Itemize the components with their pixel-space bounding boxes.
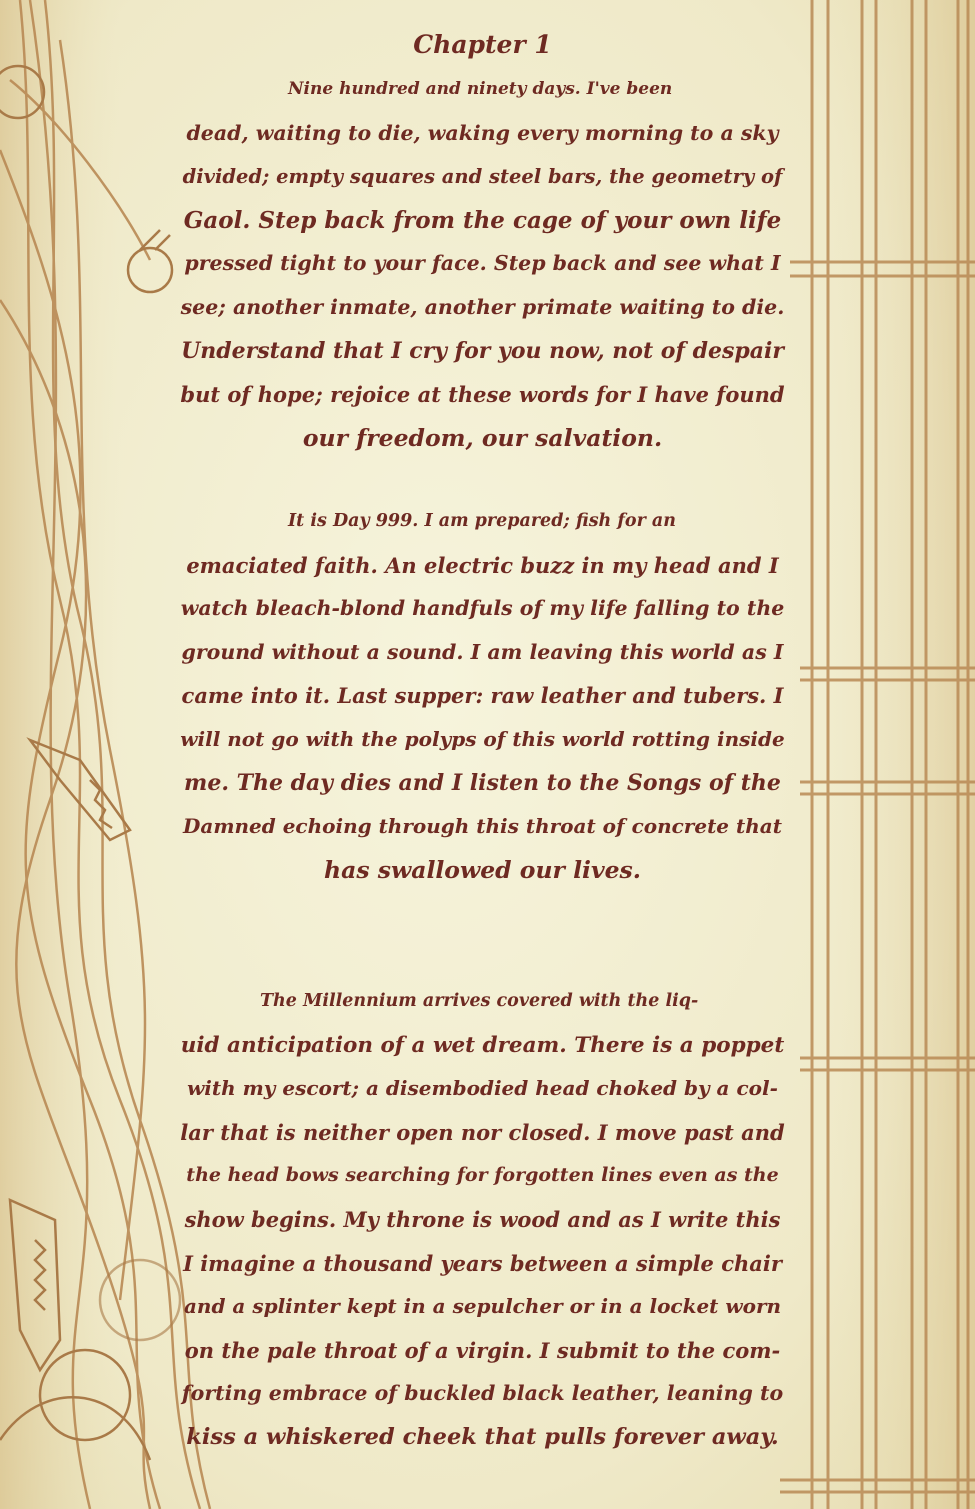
- text-line: lar that is neither open nor closed. I move past and: [180, 1119, 785, 1145]
- text-line: divided; empty squares and steel bars, the geometry of: [182, 165, 783, 189]
- paragraph-3: [180, 980, 785, 1460]
- text-line: has swallowed our lives.: [324, 855, 641, 884]
- text-line: It is Day 999. I am prepared; fish for an: [288, 511, 676, 531]
- text-line: forting embrace of buckled black leather, leaning to: [181, 1381, 784, 1406]
- text-line: will not go with the polyps of this world rotting inside: [180, 726, 785, 751]
- text-line: with my escort; a disembodied head choked by a col-: [187, 1076, 778, 1101]
- text-line: the head bows searching for forgotten lines even as the: [186, 1164, 779, 1187]
- text-line: Damned echoing through this throat of concrete that: [183, 814, 782, 839]
- paragraph-1: [180, 68, 785, 460]
- text-line: dead, waiting to die, waking every morning to a sky: [186, 120, 779, 145]
- text-line: but of hope; rejoice at these words for I have found: [180, 382, 785, 408]
- left-edge-shade: [0, 0, 120, 1509]
- text-line: came into it. Last supper: raw leather and tubers. I: [181, 683, 784, 709]
- text-line: emaciated faith. An electric buzz in my head and I: [186, 552, 779, 578]
- paragraph-2: [180, 500, 785, 892]
- text-line: Understand that I cry for you now, not of despair: [181, 337, 784, 364]
- text-line: uid anticipation of a wet dream. There is a poppet: [180, 1032, 785, 1058]
- text-line: show begins. My throne is wood and as I write this: [184, 1206, 781, 1232]
- text-line: me. The day dies and I listen to the Songs of the: [184, 769, 781, 796]
- text-line: see; another inmate, another primate waiting to die.: [180, 294, 785, 319]
- text-line: pressed tight to your face. Step back and see what I: [184, 251, 781, 276]
- text-line: Gaol. Step back from the cage of your own life: [183, 206, 782, 234]
- text-line: and a splinter kept in a sepulcher or in a locket worn: [183, 1294, 782, 1319]
- text-line: ground without a sound. I am leaving this world as I: [181, 639, 784, 664]
- text-line: Nine hundred and ninety days. I've been: [288, 79, 673, 99]
- text-line: The Millennium arrives covered with the liq-: [260, 991, 699, 1011]
- right-edge-shade: [830, 0, 975, 1509]
- text-line: watch bleach-blond handfuls of my life falling to the: [180, 596, 785, 621]
- text-line: kiss a whiskered cheek that pulls forever away.: [186, 1423, 779, 1450]
- text-line: on the pale throat of a virgin. I submit to the com-: [184, 1337, 781, 1363]
- text-line: I imagine a thousand years between a simple chair: [183, 1250, 782, 1276]
- text-line: our freedom, our salvation.: [302, 423, 663, 452]
- chapter-title: Chapter 1: [413, 30, 552, 59]
